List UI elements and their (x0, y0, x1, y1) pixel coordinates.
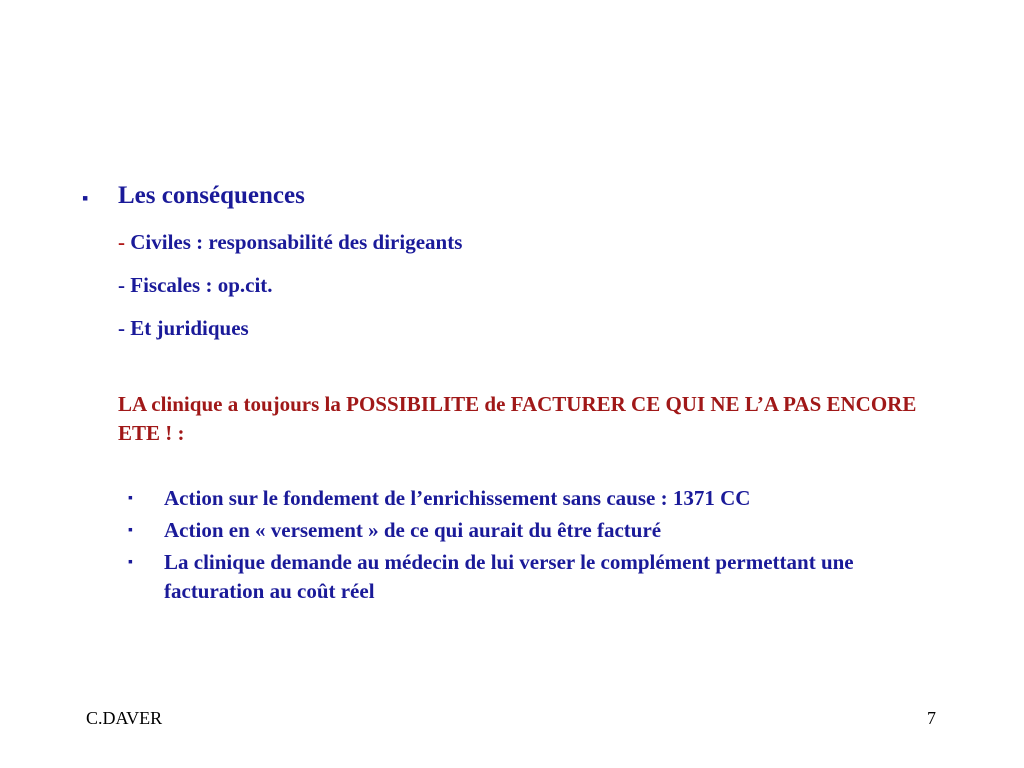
subline-text: - Et juridiques (118, 316, 249, 340)
heading-text: Les conséquences (118, 182, 305, 209)
page-number: 7 (927, 708, 936, 728)
subline-fiscales (118, 272, 273, 298)
action-text: Action en « versement » de ce qui aurait du être facturé (164, 518, 662, 542)
warning-statement: LA clinique a toujours la POSSIBILITE de FACTURER CE QUI NE L’A PAS ENCORE ETE ! : (118, 392, 917, 445)
list-item (128, 548, 928, 606)
subline-dash: - (118, 230, 125, 254)
square-bullet-icon: ▪ (128, 555, 133, 570)
action-text: Action sur le fondement de l’enrichissement sans cause : 1371 CC (164, 486, 751, 510)
subline-text: - Fiscales : op.cit. (118, 273, 273, 297)
square-bullet-icon: ▪ (82, 188, 89, 208)
subline-text: Civiles : responsabilité des dirigeants (125, 230, 463, 254)
list-item (128, 516, 928, 545)
subline-juridiques (118, 315, 249, 341)
subline-civiles (118, 229, 462, 255)
square-bullet-icon: ▪ (128, 523, 133, 538)
square-bullet-icon: ▪ (128, 491, 133, 506)
action-list (128, 484, 928, 609)
action-text: La clinique demande au médecin de lui verser le complément permettant une facturation au coût réel (164, 550, 854, 603)
footer-author: C.DAVER (86, 708, 163, 728)
list-item (128, 484, 928, 513)
